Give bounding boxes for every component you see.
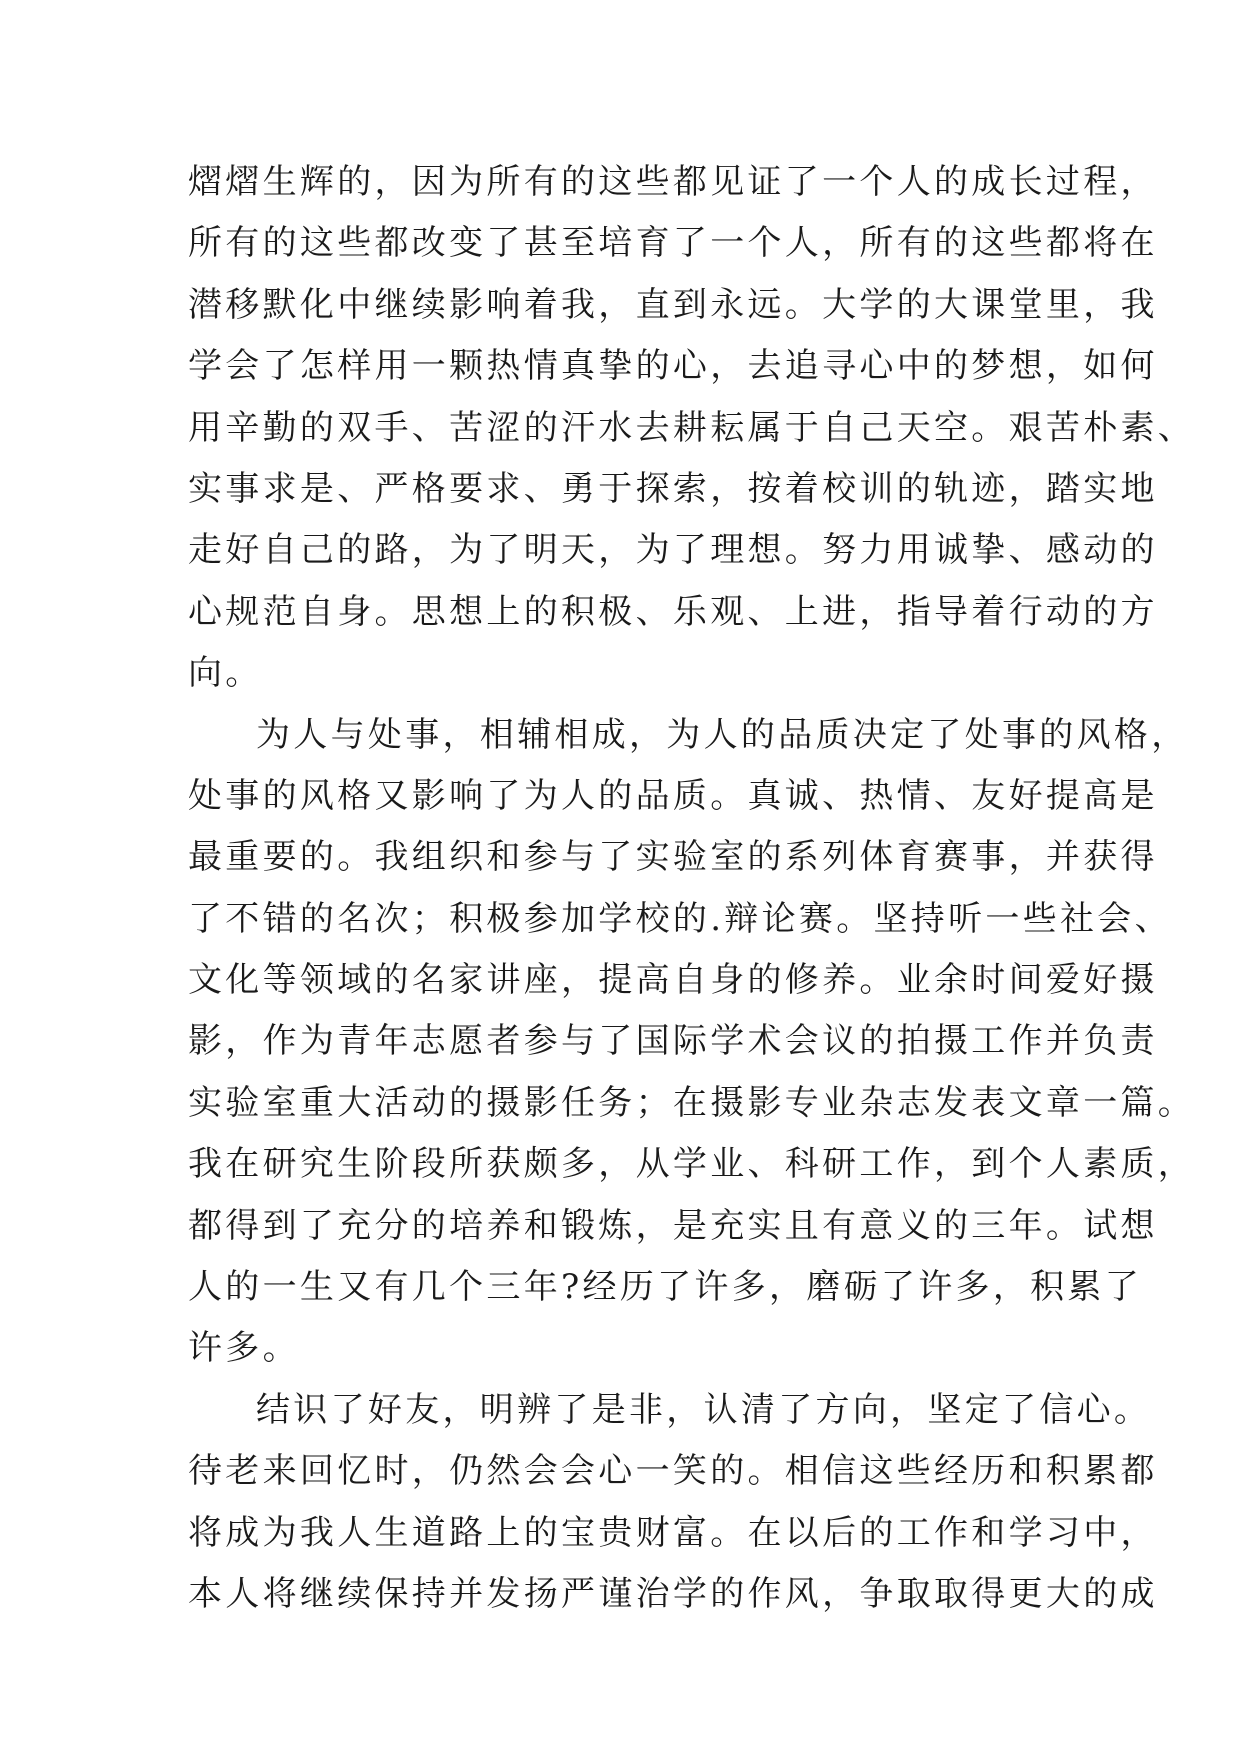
text-line: 许多。 [188, 1328, 300, 1369]
text-line: 人的一生又有几个三年?经历了许多，磨砺了许多，积累了 [188, 1267, 1143, 1308]
text-line: 影，作为青年志愿者参与了国际学术会议的拍摄工作并负责 [188, 1021, 1158, 1062]
text-line: 了不错的名次；积极参加学校的.辩论赛。坚持听一些社会、 [188, 898, 1172, 939]
body-text [188, 152, 1196, 1625]
text-line: 都得到了充分的培养和锻炼，是充实且有意义的三年。试想 [188, 1205, 1158, 1246]
text-line: 潜移默化中继续影响着我，直到永远。大学的大课堂里，我 [188, 284, 1158, 325]
text-line: 熠熠生辉的，因为所有的这些都见证了一个人的成长过程， [188, 162, 1158, 202]
text-line: 向。 [188, 653, 263, 694]
text-line: 最重要的。我组织和参与了实验室的系列体育赛事，并获得 [188, 837, 1158, 878]
text-line: 所有的这些都改变了甚至培育了一个人，所有的这些都将在 [188, 223, 1158, 264]
text-line: 本人将继续保持并发扬严谨治学的作风，争取取得更大的成 [188, 1573, 1158, 1614]
text-line: 走好自己的路，为了明天，为了理想。努力用诚挚、感动的 [188, 530, 1158, 571]
text-line: 实事求是、严格要求、勇于探索，按着校训的轨迹，踏实地 [188, 468, 1158, 509]
text-line: 学会了怎样用一颗热情真挚的心，去追寻心中的梦想，如何 [188, 346, 1158, 387]
text-line: 我在研究生阶段所获颇多，从学业、科研工作，到个人素质， [188, 1144, 1196, 1185]
text-line: 待老来回忆时，仍然会会心一笑的。相信这些经历和积累都 [188, 1451, 1158, 1492]
text-line: 用辛勤的双手、苦涩的汗水去耕耘属于自己天空。艰苦朴素、 [188, 407, 1196, 448]
text-line: 心规范自身。思想上的积极、乐观、上进，指导着行动的方 [188, 591, 1158, 632]
paragraph-first-line: 为人与处事，相辅相成，为人的品质决定了处事的风格， [256, 714, 1189, 755]
text-line: 将成为我人生道路上的宝贵财富。在以后的工作和学习中， [188, 1512, 1158, 1553]
paragraph-first-line: 结识了好友，明辨了是非，认清了方向，坚定了信心。 [256, 1389, 1152, 1430]
text-line: 实验室重大活动的摄影任务；在摄影专业杂志发表文章一篇。 [188, 1082, 1196, 1123]
text-line: 文化等领域的名家讲座，提高自身的修养。业余时间爱好摄 [188, 960, 1158, 1001]
text-line: 处事的风格又影响了为人的品质。真诚、热情、友好提高是 [188, 775, 1158, 816]
